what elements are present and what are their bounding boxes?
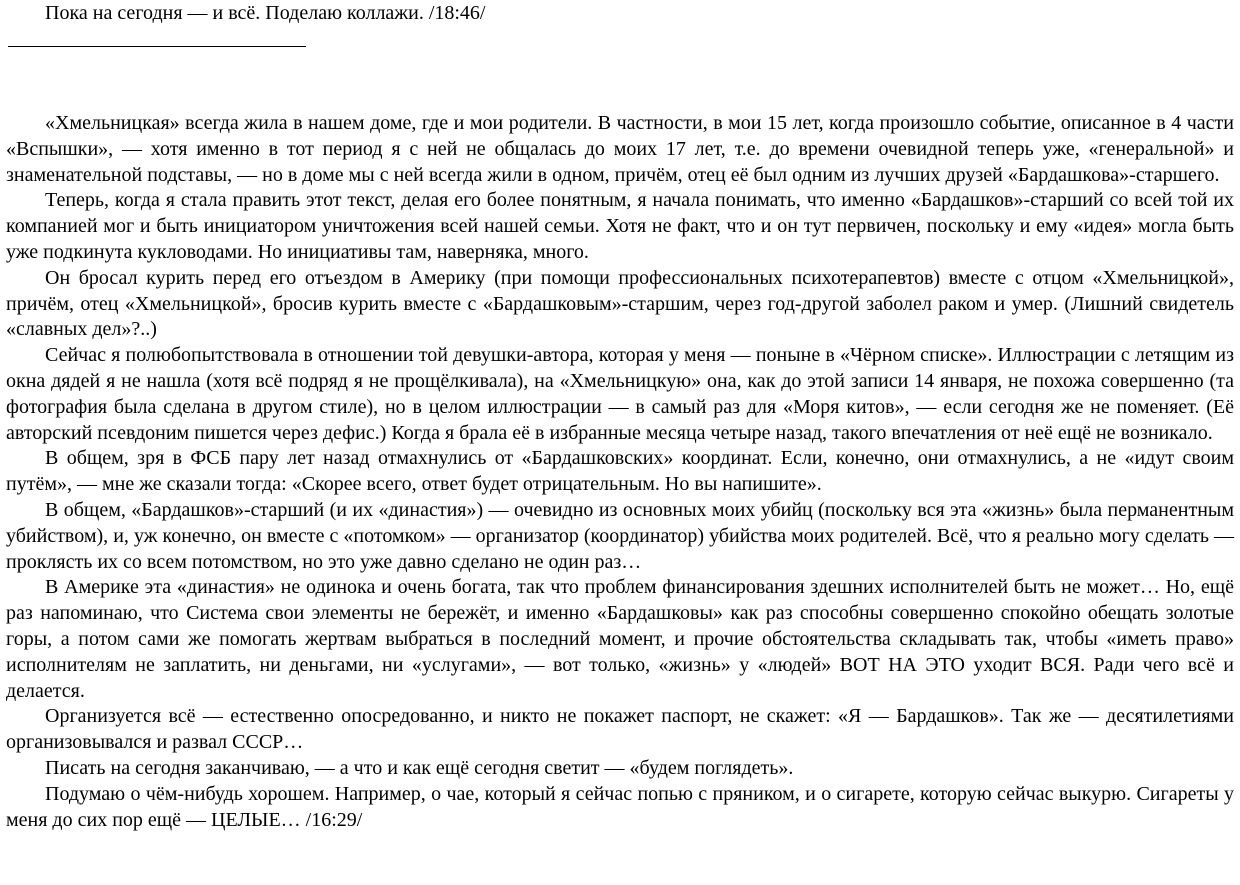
paragraph: «Хмельницкая» всегда жила в нашем доме, где и мои родители. В частности, в мои 15 лет, когда произошло событие, описанное в 4 части «Вспышки», — хотя именно в тот период я с ней не общалась до моих 17 лет, т.е. до времени очевидной теперь уже, «генеральной» и знаменательной подставы, — но в доме мы с ней всегда жили в одном, причём, отец её был одним из лучших друзей «Бардашкова»-старшего.: [6, 112, 1234, 186]
horizontal-rule: [8, 46, 306, 47]
paragraph: Писать на сегодня заканчиваю, — а что и как ещё сегодня светит — «будем поглядеть».: [45, 756, 794, 779]
paragraph: Теперь, когда я стала править этот текст, делая его более понятным, я начала понимать, что именно «Бардашков»-старший со всей той их компанией мог и быть инициатором уничтожения всей нашей семьи. Хотя не факт, что и он тут первичен, поскольку и ему «идея» могла быть уже подкинута кукловодами. Но инициативы там, наверняка, много.: [6, 189, 1234, 263]
intro-line: Пока на сегодня — и всё. Поделаю коллажи. /18:46/: [45, 2, 486, 24]
paragraph: В Америке эта «династия» не одинока и очень богата, так что проблем финансирования здешних исполнителей быть не может… Но, ещё раз напоминаю, что Система свои элементы не бережёт, и именно «Бардашковы» как раз способны совершенно спокойно обещать золотые горы, а потом сами же помогать жертвам выбраться в последний момент, и прочие обстоятельства складывать так, чтобы «иметь право» исполнителям не заплатить, ни деньгами, ни «услугами», — вот только, «жизнь» у «людей» ВОТ НА ЭТО уходит ВСЯ. Ради чего всё и делается.: [6, 576, 1234, 702]
paragraph: Подумаю о чём-нибудь хорошем. Например, о чае, который я сейчас попью с пряником, и о сигарете, которую сейчас выкурю. Сигареты у меня до сих пор ещё — ЦЕЛЫЕ… /16:29/: [6, 782, 1234, 831]
document-body: [6, 111, 1234, 833]
paragraph: Он бросал курить перед его отъездом в Америку (при помощи профессиональных психотерапевтов) вместе с отцом «Хмельницкой», причём, отец «Хмельницкой», бросив курить вместе с «Бардашковым»-старшим, через год-другой заболел раком и умер. (Лишний свидетель «славных дел»?..): [6, 266, 1234, 341]
paragraph: В общем, зря в ФСБ пару лет назад отмахнулись от «Бардашковских» координат. Если, конечно, они отмахнулись, а не «идут своим путём», — мне же сказали тогда: «Скорее всего, ответ будет отрицательным. Но вы напишите».: [6, 447, 1234, 496]
paragraph: В общем, «Бардашков»-старший (и их «династия») — очевидно из основных моих убийц (поскольку вся эта «жизнь» была перманентным убийством), и, уж конечно, он вместе с «потомком» — организатор (координатор) убийства моих родителей. Всё, что я реально могу сделать — проклясть их со всем потомством, но это уже давно сделано не один раз…: [6, 498, 1234, 573]
paragraph: Организуется всё — естественно опосредованно, и никто не покажет паспорт, не скажет: «Я — Бардашков». Так же — десятилетиями организовывался и развал СССР…: [6, 705, 1234, 754]
paragraph: Сейчас я полюбопытствовала в отношении той девушки-автора, которая у меня — поныне в «Чёрном списке». Иллюстрации с летящим из окна дядей я не нашла (хотя всё подряд я не прощёлкивала), на «Хмельницкую» она, как до этой записи 14 января, не похожа совершенно (та фотография была сделана в другом стиле), но в целом иллюстрации — в самый раз для «Моря китов», — если сегодня же не поменяет. (Её авторский псевдоним пишется через дефис.) Когда я брала её в избранные месяца четыре назад, такого впечатления от неё ещё не возникало.: [6, 344, 1234, 444]
